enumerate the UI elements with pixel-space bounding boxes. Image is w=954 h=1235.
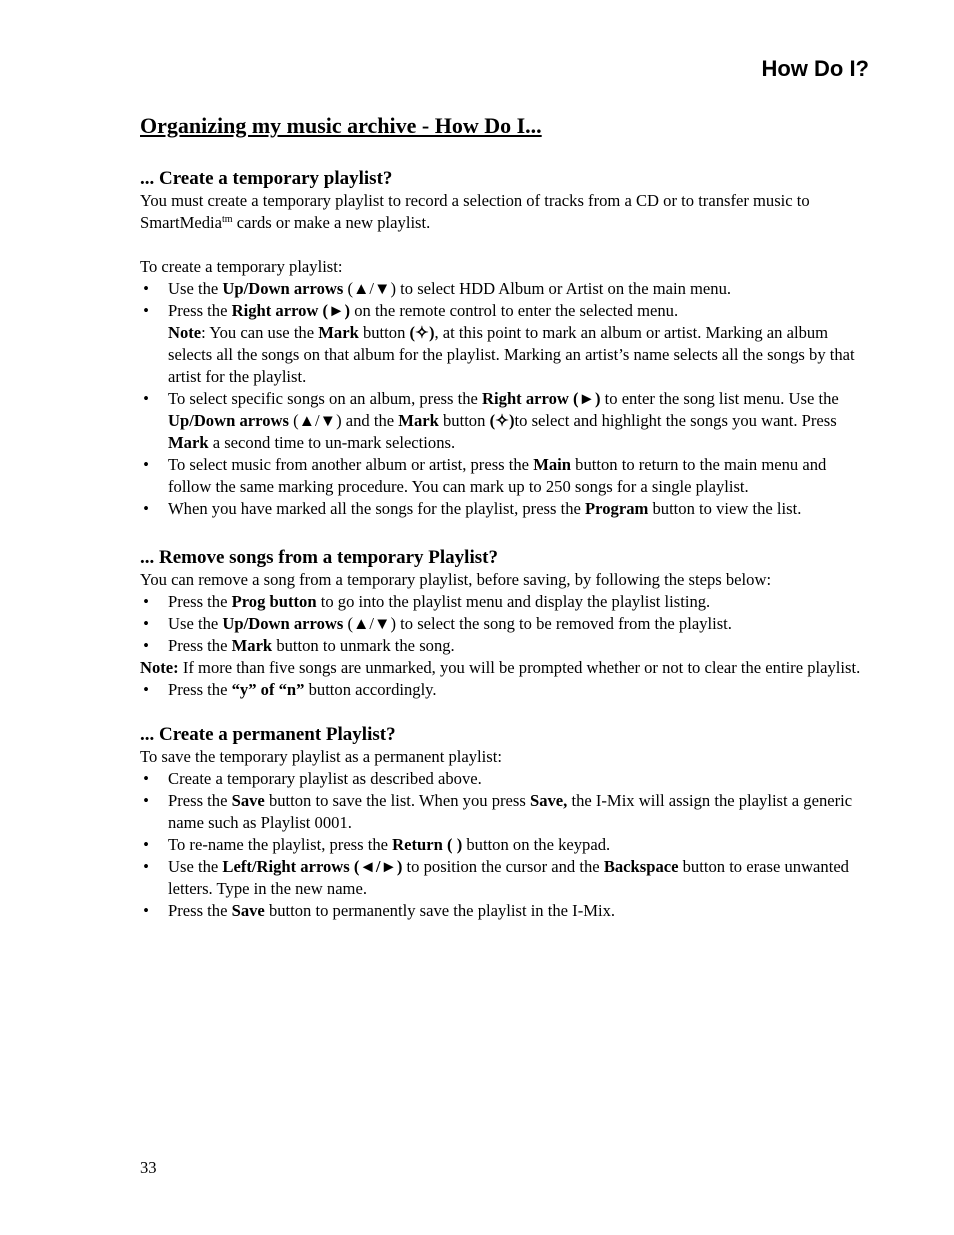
- list-item: • To select specific songs on an album, press the Right arrow (►) to enter the song list menu. Use the Up/Down arrows (▲/▼) and the Mark button (✧)to select and highlight the songs you want. Press Mark a second time to un-mark selections.: [140, 388, 870, 454]
- bullet-icon: •: [143, 636, 149, 655]
- list-item: • Use the Left/Right arrows (◄/►) to position the cursor and the Backspace button to erase unwanted letters. Type in the new name.: [140, 856, 870, 900]
- list-item: • Create a temporary playlist as described above.: [140, 768, 870, 790]
- list-item: • Press the Right arrow (►) on the remote control to enter the selected menu. Note: You can use the Mark button (✧), at this point to mark an album or artist. Marking an album selects all the songs on that album for the playlist. Marking an artist’s name selects all the songs by that artist for the playlist.: [140, 300, 870, 388]
- page-title: Organizing my music archive - How Do I...: [140, 113, 542, 138]
- mark-symbol-icon: (✧): [409, 323, 435, 342]
- bullet-icon: •: [143, 592, 149, 611]
- list-item: • To re-name the playlist, press the Return ( ) button on the keypad.: [140, 834, 870, 856]
- heading-create-permanent-playlist: ... Create a permanent Playlist?: [140, 724, 396, 745]
- steps-list-remove-songs: [140, 591, 870, 657]
- list-item: • Use the Up/Down arrows (▲/▼) to select HDD Album or Artist on the main menu.: [140, 278, 870, 300]
- list-item: • Press the Save button to permanently save the playlist in the I-Mix.: [140, 900, 870, 922]
- mark-symbol-icon: (✧): [489, 411, 515, 430]
- heading-remove-songs: ... Remove songs from a temporary Playlist?: [140, 547, 498, 568]
- paragraph-lead: To create a temporary playlist:: [140, 257, 343, 276]
- list-item: • Press the Mark button to unmark the song.: [140, 635, 870, 657]
- heading-create-temporary-playlist: ... Create a temporary playlist?: [140, 168, 393, 189]
- list-item: • Press the Prog button to go into the playlist menu and display the playlist listing.: [140, 591, 870, 613]
- paragraph-intro: To save the temporary playlist as a permanent playlist:: [140, 747, 502, 766]
- bullet-icon: •: [143, 857, 149, 876]
- steps-list-create-permanent: [140, 768, 870, 922]
- bullet-icon: •: [143, 680, 149, 699]
- note-paragraph: Note: If more than five songs are unmarked, you will be prompted whether or not to clear the entire playlist.: [140, 658, 861, 677]
- bullet-icon: •: [143, 279, 149, 298]
- paragraph-intro: You can remove a song from a temporary playlist, before saving, by following the steps below:: [140, 570, 772, 589]
- bullet-icon: •: [143, 791, 149, 810]
- bullet-icon: •: [143, 455, 149, 474]
- bullet-icon: •: [143, 499, 149, 518]
- bullet-icon: •: [143, 835, 149, 854]
- list-item: • To select music from another album or artist, press the Main button to return to the main menu and follow the same marking procedure. You can mark up to 250 songs for a single playlist.: [140, 454, 870, 498]
- paragraph-intro: You must create a temporary playlist to record a selection of tracks from a CD or to transfer music to SmartMedia$^{tm}$ cards or make a new playlist.: [140, 191, 810, 232]
- list-item: • Press the “y” of “n” button accordingly.: [140, 679, 870, 701]
- list-item: • Use the Up/Down arrows (▲/▼) to select the song to be removed from the playlist.: [140, 613, 870, 635]
- note-label: Note: [168, 323, 202, 342]
- bullet-icon: •: [143, 769, 149, 788]
- bullet-icon: •: [143, 901, 149, 920]
- steps-list-remove-songs-continued: [140, 679, 870, 701]
- trademark-mark: tm: [222, 214, 233, 225]
- bullet-icon: •: [143, 301, 149, 320]
- steps-list-create-temporary: [140, 278, 870, 520]
- page-number: 33: [140, 1158, 157, 1177]
- list-item: • When you have marked all the songs for the playlist, press the Program button to view the list.: [140, 498, 870, 520]
- bullet-icon: •: [143, 614, 149, 633]
- note-label: Note:: [140, 658, 179, 677]
- section-header: How Do I?: [761, 56, 869, 81]
- page-content: [140, 112, 870, 922]
- list-item: • Press the Save button to save the list. When you press Save, the I-Mix will assign the playlist a generic name such as Playlist 0001.: [140, 790, 870, 834]
- bullet-icon: •: [143, 389, 149, 408]
